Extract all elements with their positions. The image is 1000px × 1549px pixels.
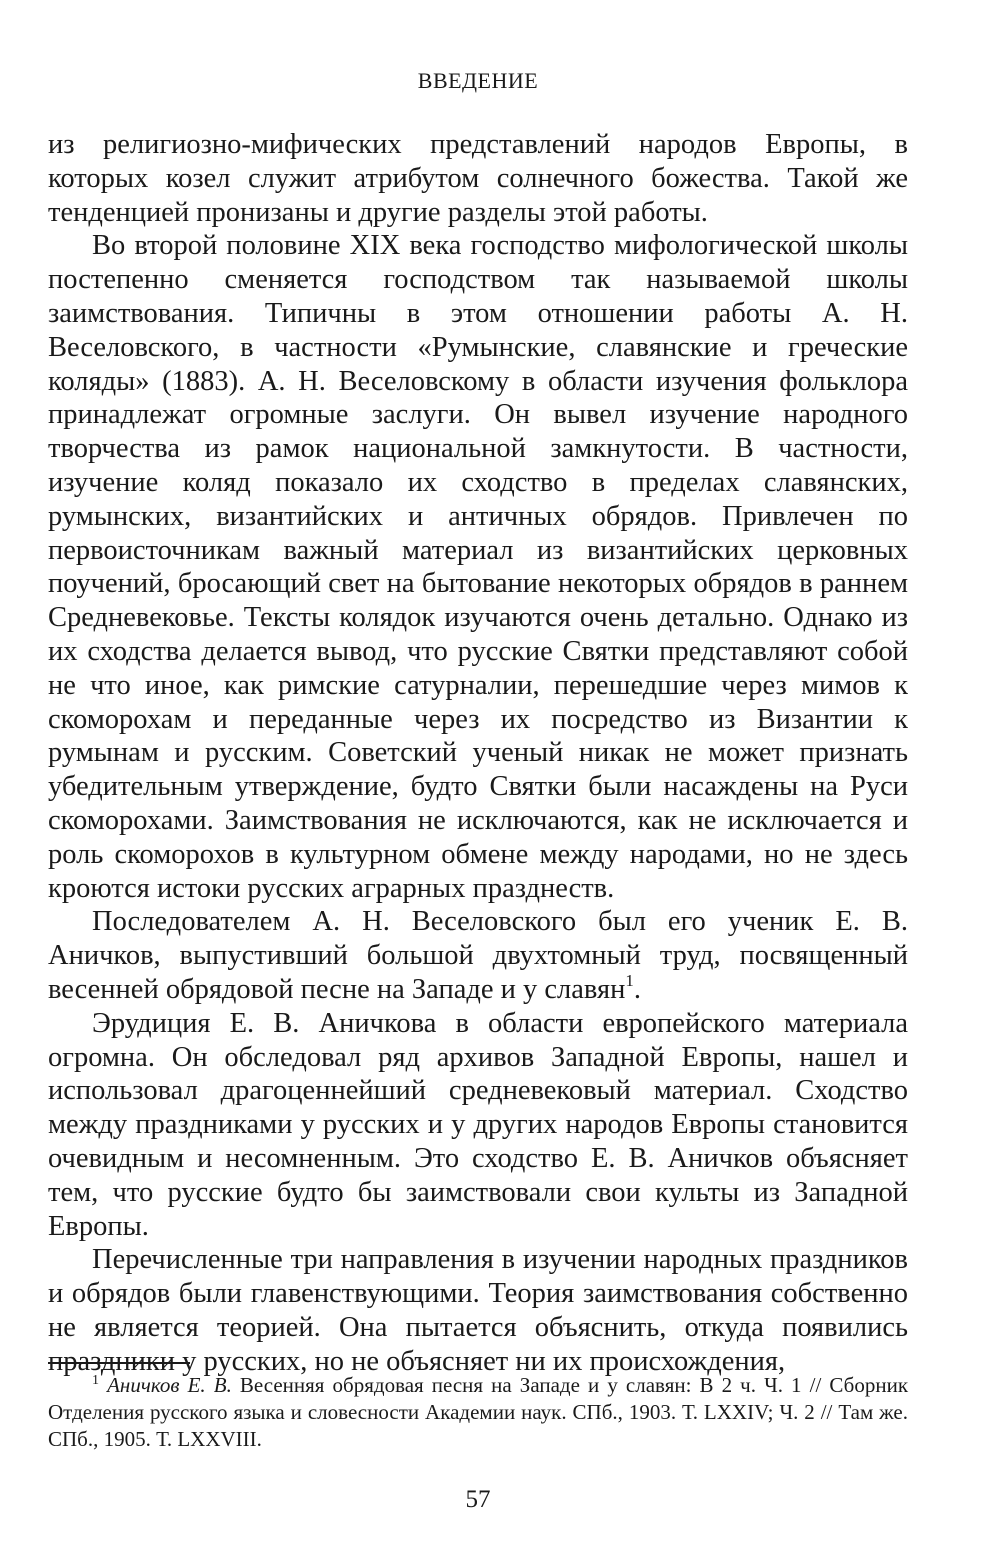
paragraph-anichkov-student	[48, 905, 908, 1006]
paragraph-continuation: из религиозно-мифических представлений народов Европы, в которых козел служит атрибутом солнечного божества. Такой же тенденцией пронизаны и другие разделы этой работы.	[48, 129, 908, 228]
footnote-divider	[48, 1362, 190, 1364]
paragraph-three-directions: Перечисленные три направления в изучении народных праздников и обрядов были главенствующими. Теория заимствования собственно не является теорией. Она пытается объяснить, откуда появились праздники у русских, но не объясняет ни их происхождения,	[48, 1244, 908, 1377]
footnote-number: 1	[92, 1373, 99, 1388]
page-number: 57	[465, 1486, 491, 1513]
footnote-author: Аничков Е. В.	[107, 1373, 232, 1397]
main-text	[48, 128, 908, 1378]
footnote	[48, 1372, 908, 1453]
footnote-text: Весенняя обрядовая песня на Западе и у славян: В 2 ч. Ч. 1 // Сборник Отделения русского языка и словесности Академии наук. СПб., 1903. Т. LXXIV; Ч. 2 // Там же. СПб., 1905. Т. LXXVIII.	[48, 1373, 909, 1451]
paragraph-anichkov-erudition: Эрудиция Е. В. Аничкова в области европейского материала огромна. Он обследовал ряд архивов Западной Европы, нашел и использовал драгоценнейший средневековый материал. Сходство между праздниками у русских и у других народов Европы становится очевидным и несомненным. Это сходство Е. В. Аничков объясняет тем, что русские будто бы заимствовали свои культы из Западной Европы.	[48, 1007, 908, 1242]
running-head: ВВЕДЕНИЕ	[417, 68, 539, 93]
book-page	[48, 0, 908, 1549]
paragraph-veselovsky: Во второй половине XIX века господство мифологической школы постепенно сменяется господством так называемой школы заимствования. Типичны в этом отношении работы А. Н. Веселовского, в частности «Румынские, славянские и греческие коляды» (1883). А. Н. Веселовскому в области изучения фольклора принадлежат огромные заслуги. Он вывел изучение народного творчества из рамок национальной замкнутости. В частности, изучение коляд показало их сходство в пределах славянских, румынских, византийских и античных обрядов. Привлечен по первоисточникам важный материал из византийских церковных поучений, бросающий свет на бытование некоторых обрядов в раннем Средневековье. Тексты колядок изучаются очень детально. Однако из их сходства делается вывод, что русские Святки представляют собой не что иное, как римские сатурналии, перешедшие через мимов к скоморохам и переданные через их посредство из Византии к румынам и русским. Советский ученый никак не может признать убедительным утверждение, будто Святки были насаждены на Руси скоморохами. Заимствования не исключаются, как не исключается и роль скоморохов в культурном обмене между народами, но не здесь кроются истоки русских аграрных празднеств.	[48, 230, 908, 904]
paragraph-anichkov-end: .	[633, 973, 641, 1005]
footnote-reference[interactable]: 1	[625, 970, 634, 990]
paragraph-anichkov-text: Последователем А. Н. Веселовского был его ученик Е. В. Аничков, выпустивший большой двухтомный труд, посвященный весенней обрядовой песне на Западе и у славян	[48, 906, 908, 1005]
